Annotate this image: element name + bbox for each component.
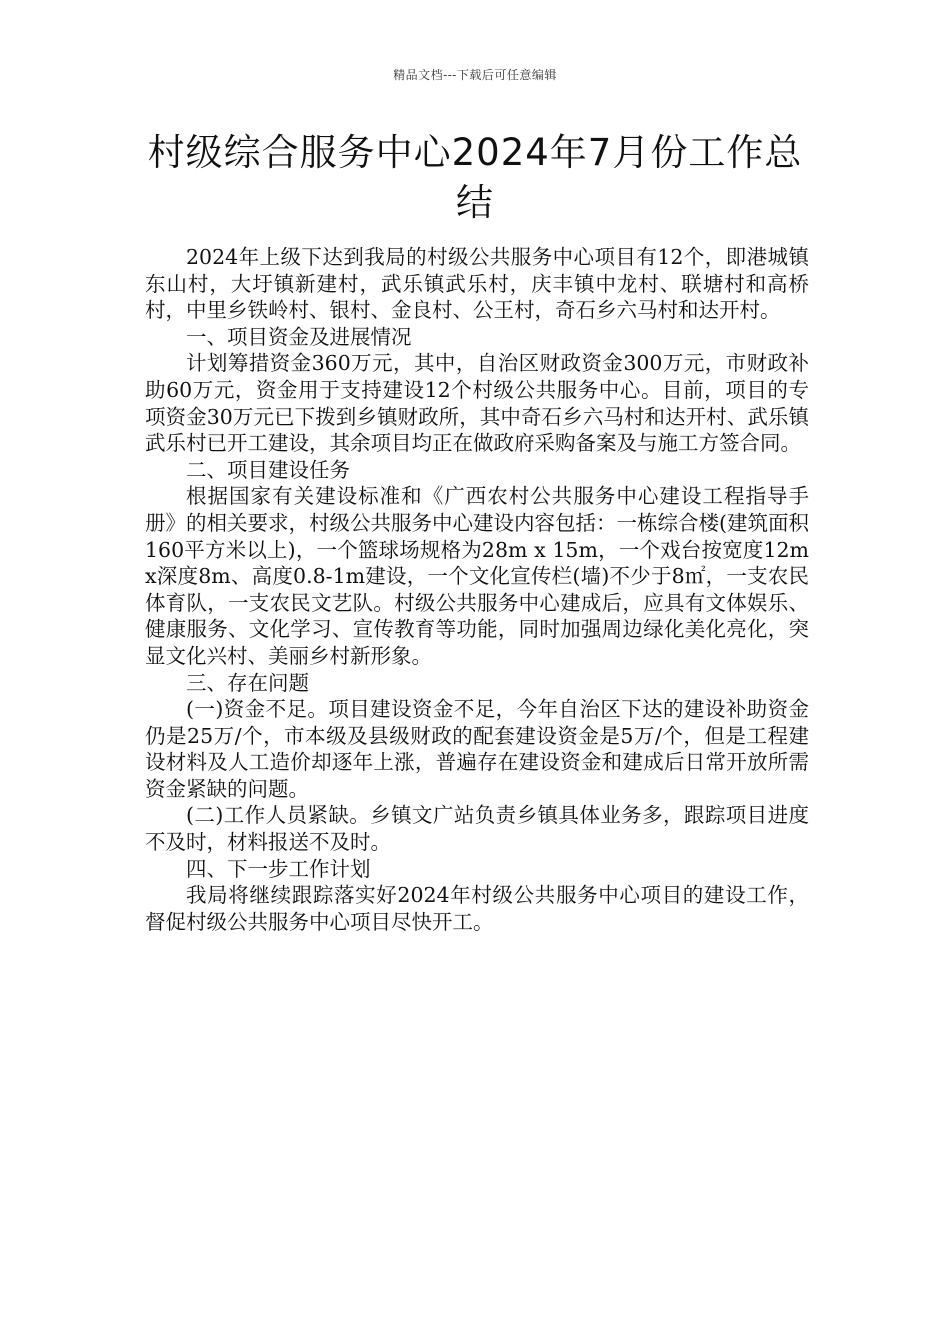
problem-funding-paragraph: (一)资金不足。项目建设资金不足，今年自治区下达的建设补助资金仍是25万/个，市本级及县级财政的配套建设资金是5万/个，但是工程建设材料及人工造价却逐年上涨，普遍存在建设资金和建成后日常开放所需资金紧缺的问题。: [145, 697, 809, 801]
next-steps-paragraph: 我局将继续跟踪落实好2024年村级公共服务中心项目的建设工作，督促村级公共服务中心项目尽快开工。: [145, 883, 809, 934]
section-heading-tasks: 二、项目建设任务: [186, 457, 350, 482]
funding-paragraph: 计划筹措资金360万元，其中，自治区财政资金300万元，市财政补助60万元，资金用于支持建设12个村级公共服务中心。目前，项目的专项资金30万元已下拨到乡镇财政所，其中奇石乡六马村和达开村、武乐镇武乐村已开工建设，其余项目均正在做政府采购备案及与施工方签合同。: [145, 351, 809, 456]
problem-staff-paragraph: (二)工作人员紧缺。乡镇文广站负责乡镇具体业务多，跟踪项目进度不及时，材料报送不及时。: [145, 803, 809, 855]
section-heading-next-steps: 四、下一步工作计划: [186, 856, 371, 881]
tasks-paragraph: 根据国家有关建设标准和《广西农村公共服务中心建设工程指导手册》的相关要求，村级公共服务中心建设内容包括：一栋综合楼(建筑面积160平方米以上)，一个篮球场规格为28m x 15m，一个戏台按宽度12m x深度8m、高度0.8-1m建设，一个文化宣传栏(墙)不少于8㎡，一支农民体育队，一支农民文艺队。村级公共服务中心建成后，应具有文体娱乐、健康服务、文化学习、宣传教育等功能，同时加强周边绿化美化亮化，突显文化兴村、美丽乡村新形象。: [145, 484, 809, 668]
section-heading-funding: 一、项目资金及进展情况: [186, 324, 412, 349]
document-body: [145, 244, 809, 935]
header-note: 精品文档---下载后可任意编辑: [393, 68, 557, 82]
document-title: 村级综合服务中心2024年7月份工作总结: [147, 131, 803, 224]
intro-paragraph: 2024年上级下达到我局的村级公共服务中心项目有12个，即港城镇东山村，大圩镇新建村，武乐镇武乐村，庆丰镇中龙村、联塘村和高桥村，中里乡铁岭村、银村、金良村、公王村，奇石乡六马村和达开村。: [145, 245, 809, 323]
section-heading-problems: 三、存在问题: [186, 670, 309, 695]
